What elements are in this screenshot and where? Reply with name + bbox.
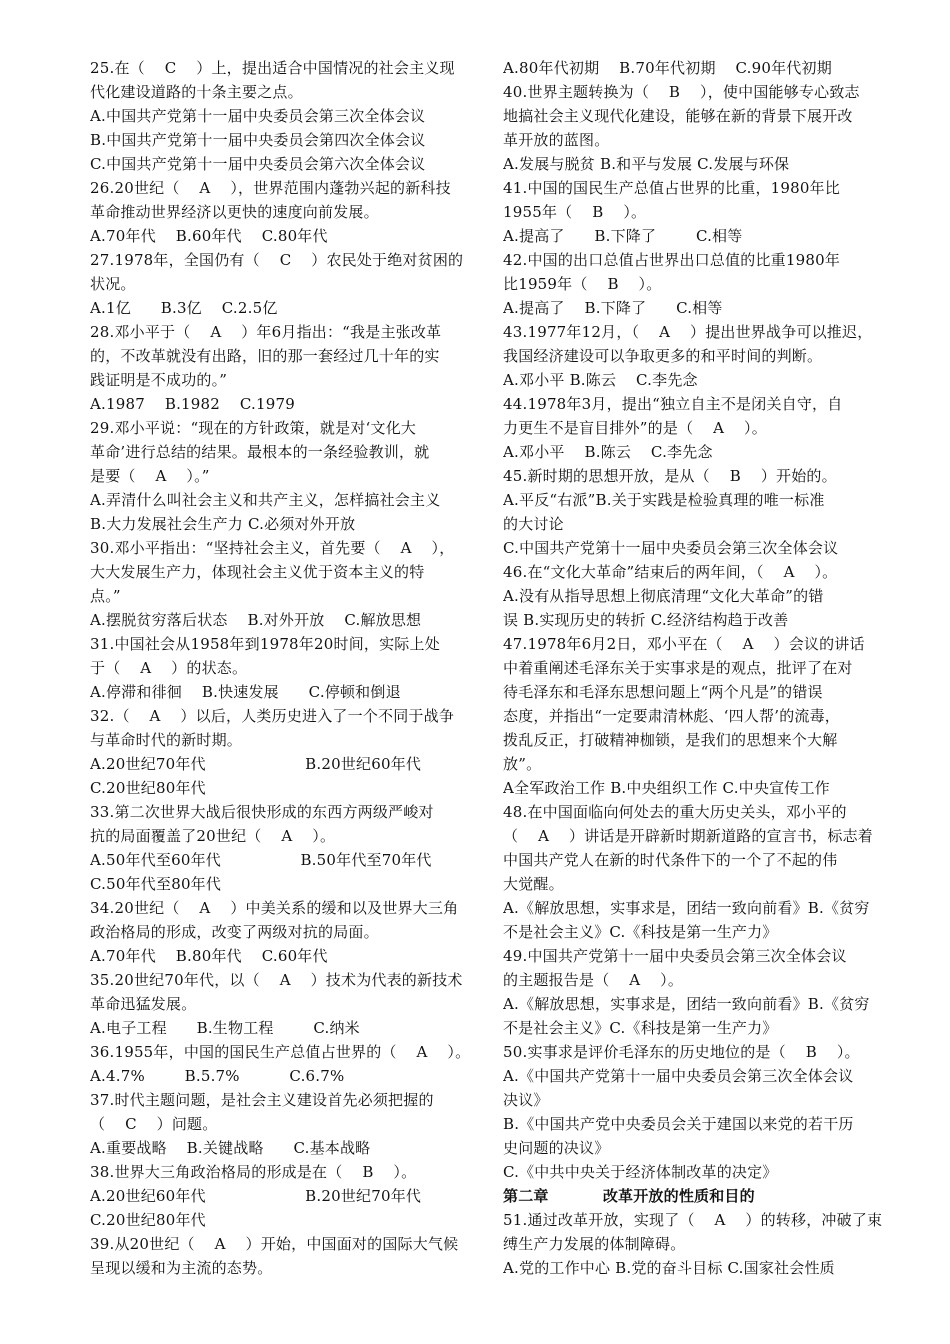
text-line: 大觉醒。 bbox=[503, 875, 564, 893]
text-line: 不是社会主义》C.《科技是第一生产力》 bbox=[503, 923, 778, 941]
text-line: 的大讨论 bbox=[503, 515, 564, 533]
text-line: 48.在中国面临向何处去的重大历史关头，邓小平的 bbox=[503, 803, 847, 821]
text-line: 革命’进行总结的结果。最根本的一条经验教训，就 bbox=[90, 443, 430, 461]
text-line: 政治格局的形成，改变了两级对抗的局面。 bbox=[90, 923, 379, 941]
text-line: 41.中国的国民生产总值占世界的比重，1980年比 bbox=[503, 179, 841, 197]
text-line: 49.中国共产党第十一届中央委员会第三次全体会议 bbox=[503, 947, 847, 965]
text-line: 26.20世纪（ A ），世界范围内蓬勃兴起的新科技 bbox=[90, 179, 451, 197]
text-line: 缚生产力发展的体制障碍。 bbox=[503, 1235, 686, 1253]
text-line: 的主题报告是（ A ）。 bbox=[503, 971, 684, 989]
text-line: 43.1977年12月，（ A ）提出世界战争可以推迟， bbox=[503, 323, 873, 341]
text-line: 于（ A ）的状态。 bbox=[90, 659, 248, 677]
text-line: A.平反“右派”B.关于实践是检验真理的唯一标准 bbox=[503, 491, 825, 509]
text-line: A.4.7% B.5.7% C.6.7% bbox=[90, 1067, 345, 1085]
text-line: 不是社会主义》C.《科技是第一生产力》 bbox=[503, 1019, 778, 1037]
text-line: 47.1978年6月2日，邓小平在（ A ）会议的讲话 bbox=[503, 635, 865, 653]
text-line: 代化建设道路的十条主要之点。 bbox=[90, 83, 303, 101]
text-line: A.党的工作中心 B.党的奋斗目标 C.国家社会性质 bbox=[503, 1259, 835, 1277]
text-line: 42.中国的出口总值占世界出口总值的比重1980年 bbox=[503, 251, 841, 269]
text-line: C.中国共产党第十一届中央委员会第六次全体会议 bbox=[90, 155, 426, 173]
text-line: （ A ）讲话是开辟新时期新道路的宣言书，标志着 bbox=[503, 827, 873, 845]
text-line: 力更生不是盲目排外”的是（ A ）。 bbox=[503, 419, 767, 437]
left-column bbox=[90, 56, 472, 1280]
text-line: 39.从20世纪（ A ）开始，中国面对的国际大气候 bbox=[90, 1235, 459, 1253]
text-line: A.提高了 B.下降了 C.相等 bbox=[503, 227, 743, 245]
text-line: A.发展与脱贫 B.和平与发展 C.发展与环保 bbox=[503, 155, 790, 173]
text-line: 状况。 bbox=[90, 275, 136, 293]
text-line: （ C ）问题。 bbox=[90, 1115, 218, 1133]
text-line: A.70年代 B.80年代 C.60年代 bbox=[90, 947, 328, 965]
text-line: 点。” bbox=[90, 587, 121, 605]
text-line: 32.（ A ）以后，人类历史进入了一个不同于战争 bbox=[90, 707, 455, 725]
text-line: 革开放的蓝图。 bbox=[503, 131, 610, 149]
text-line: 我国经济建设可以争取更多的和平时间的判断。 bbox=[503, 347, 823, 365]
text-line: 比1959年（ B ）。 bbox=[503, 275, 662, 293]
text-line: 中国共产党人在新的时代条件下的一个了不起的伟 bbox=[503, 851, 838, 869]
text-line: 拨乱反正，打破精神枷锁，是我们的思想来个大解 bbox=[503, 731, 838, 749]
text-line: 与革命时代的新时期。 bbox=[90, 731, 243, 749]
text-line: 革命迅猛发展。 bbox=[90, 995, 197, 1013]
text-line: A.邓小平 B.陈云 C.李先念 bbox=[503, 371, 698, 389]
text-line: 46.在“文化大革命”结束后的两年间，（ A ）。 bbox=[503, 563, 838, 581]
text-line: C.《中共中央关于经济体制改革的决定》 bbox=[503, 1163, 778, 1181]
text-line: 28.邓小平于（ A ）年6月指出：“我是主张改革 bbox=[90, 323, 442, 341]
text-line: A.没有从指导思想上彻底清理“文化大革命”的错 bbox=[503, 587, 824, 605]
text-line: 44.1978年3月，提出“独立自主不是闭关自守，自 bbox=[503, 395, 843, 413]
text-line: 态度，并指出“一定要肃清林彪、‘四人帮’的流毒， bbox=[503, 707, 841, 725]
text-line: 地搞社会主义现代化建设，能够在新的背景下展开改 bbox=[503, 107, 853, 125]
text-line: A.1987 B.1982 C.1979 bbox=[90, 395, 295, 413]
text-line: 30.邓小平指出：“坚持社会主义，首先要（ A ）， bbox=[90, 539, 455, 557]
text-line: 33.第二次世界大战后很快形成的东西方两级严峻对 bbox=[90, 803, 434, 821]
text-line: 放”。 bbox=[503, 755, 542, 773]
text-line: C.中国共产党第十一届中央委员会第三次全体会议 bbox=[503, 539, 839, 557]
text-line: 27.1978年，全国仍有（ C ）农民处于绝对贫困的 bbox=[90, 251, 464, 269]
text-line: 大大发展生产力，体现社会主义优于资本主义的特 bbox=[90, 563, 425, 581]
text-line: 的，不改革就没有出路，旧的那一套经过几十年的实 bbox=[90, 347, 440, 365]
text-line: 中着重阐述毛泽东关于实事求是的观点，批评了在对 bbox=[503, 659, 853, 677]
text-line: 践证明是不成功的。” bbox=[90, 371, 228, 389]
text-line: C.20世纪80年代 bbox=[90, 1211, 206, 1229]
text-line: C.20世纪80年代 bbox=[90, 779, 206, 797]
text-line: 34.20世纪（ A ）中美关系的缓和以及世界大三角 bbox=[90, 899, 459, 917]
text-line: 45.新时期的思想开放，是从（ B ）开始的。 bbox=[503, 467, 837, 485]
text-line: B.大力发展社会生产力 C.必须对外开放 bbox=[90, 515, 356, 533]
text-line: B.中国共产党第十一届中央委员会第四次全体会议 bbox=[90, 131, 426, 149]
text-line: 31.中国社会从1958年到1978年20时间，实际上处 bbox=[90, 635, 440, 653]
text-line: 1955年（ B ）。 bbox=[503, 203, 647, 221]
text-line: 36.1955年，中国的国民生产总值占世界的（ A ）。 bbox=[90, 1043, 471, 1061]
text-line: 决议》 bbox=[503, 1091, 549, 1109]
text-line: 呈现以缓和为主流的态势。 bbox=[90, 1259, 273, 1277]
text-line: A.停滞和徘徊 B.快速发展 C.停顿和倒退 bbox=[90, 683, 401, 701]
text-line: 40.世界主题转换为（ B ），使中国能够专心致志 bbox=[503, 83, 860, 101]
text-line: 25.在（ C ）上，提出适合中国情况的社会主义现 bbox=[90, 59, 455, 77]
text-line: A.邓小平 B.陈云 C.李先念 bbox=[503, 443, 713, 461]
text-line: A.中国共产党第十一届中央委员会第三次全体会议 bbox=[90, 107, 426, 125]
text-line: 38.世界大三角政治格局的形成是在（ B ）。 bbox=[90, 1163, 417, 1181]
text-line: A.电子工程 B.生物工程 C.纳米 bbox=[90, 1019, 360, 1037]
text-line: 误 B.实现历史的转折 C.经济结构趋于改善 bbox=[503, 611, 789, 629]
text-line: A.弄清什么叫社会主义和共产主义，怎样搞社会主义 bbox=[90, 491, 441, 509]
text-line: A.《解放思想，实事求是，团结一致向前看》B.《贫穷 bbox=[503, 899, 870, 917]
text-line: 待毛泽东和毛泽东思想问题上“两个凡是”的错误 bbox=[503, 683, 823, 701]
text-line: 史问题的决议》 bbox=[503, 1139, 610, 1157]
text-line: A.《中国共产党第十一届中央委员会第三次全体会议 bbox=[503, 1067, 854, 1085]
text-line: A.1亿 B.3亿 C.2.5亿 bbox=[90, 299, 278, 317]
text-line: A.提高了 B.下降了 C.相等 bbox=[503, 299, 723, 317]
text-line: C.50年代至80年代 bbox=[90, 875, 222, 893]
text-line: A.重要战略 B.关键战略 C.基本战略 bbox=[90, 1139, 371, 1157]
text-line: 抗的局面覆盖了20世纪（ A ）。 bbox=[90, 827, 336, 845]
text-line: 29.邓小平说：“现在的方针政策，就是对‘文化大 bbox=[90, 419, 417, 437]
text-line: 50.实事求是评价毛泽东的历史地位的是（ B ）。 bbox=[503, 1043, 860, 1061]
text-line: A.20世纪60年代 B.20世纪70年代 bbox=[90, 1187, 422, 1205]
text-line: A.《解放思想，实事求是，团结一致向前看》B.《贫穷 bbox=[503, 995, 870, 1013]
text-line: 37.时代主题问题，是社会主义建设首先必须把握的 bbox=[90, 1091, 434, 1109]
text-line: A.80年代初期 B.70年代初期 C.90年代初期 bbox=[503, 59, 832, 77]
chapter-heading: 第二章 改革开放的性质和目的 bbox=[503, 1187, 755, 1205]
text-line: A.20世纪70年代 B.20世纪60年代 bbox=[90, 755, 422, 773]
text-line: B.《中国共产党中央委员会关于建国以来党的若干历 bbox=[503, 1115, 854, 1133]
text-line: A.摆脱贫穷落后状态 B.对外开放 C.解放思想 bbox=[90, 611, 422, 629]
text-line: A.50年代至60年代 B.50年代至70年代 bbox=[90, 851, 432, 869]
right-column bbox=[503, 56, 885, 1280]
text-line: A.70年代 B.60年代 C.80年代 bbox=[90, 227, 328, 245]
text-line: 是要（ A ）。” bbox=[90, 467, 210, 485]
text-line: 51.通过改革开放，实现了（ A ）的转移，冲破了束 bbox=[503, 1211, 883, 1229]
text-line: A全军政治工作 B.中央组织工作 C.中央宣传工作 bbox=[503, 779, 830, 797]
text-line: 35.20世纪70年代，以（ A ）技术为代表的新技术 bbox=[90, 971, 463, 989]
text-line: 革命推动世界经济以更快的速度向前发展。 bbox=[90, 203, 379, 221]
